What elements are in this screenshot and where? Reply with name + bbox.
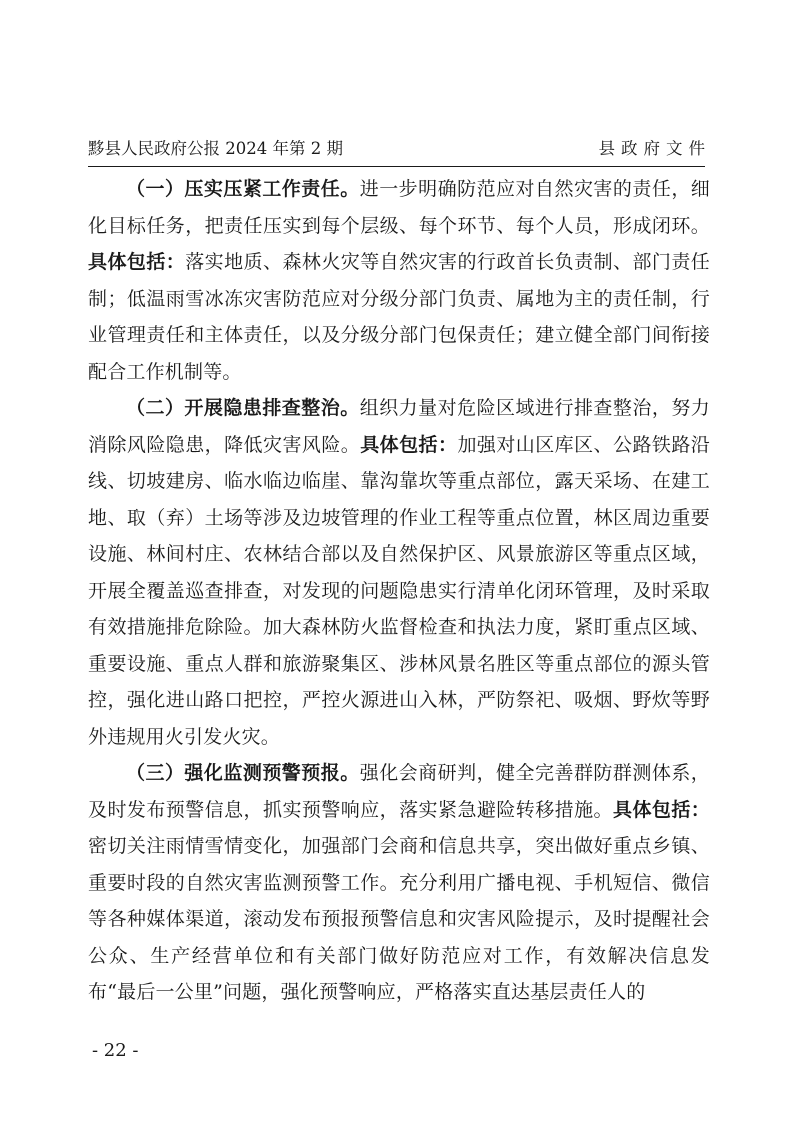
paragraph-text: 强化会商研判，健全完善群防群测体系，及时发布预警信息，抓实预警响应，落实紧急避险转移措施。 [88, 762, 711, 821]
paragraph-text: 进一步明确防范应对自然灾害的责任，细化目标任务，把责任压实到每个层级、每个环节、每个人员，形成闭环。 [88, 178, 711, 237]
paragraph-heading: （一）压实压紧工作责任。 [126, 178, 360, 200]
publication-title: 黟县人民政府公报 2024 年第 2 期 [88, 139, 343, 158]
page-number: - 22 - [92, 1040, 139, 1061]
section-title: 县政府文件 [598, 139, 711, 158]
paragraph-3 [88, 755, 710, 1011]
document-body [88, 171, 710, 1011]
paragraph-label: 具体包括： [360, 433, 458, 456]
paragraph-text: 加强对山区库区、公路铁路沿线、切坡建房、临水临边临崖、靠沟靠坎等重点部位，露天采场、在建工地、取（弃）土场等涉及边坡管理的作业工程等重点位置，林区周边重要设施、林间村庄、农林结合部以及自然保护区、风景旅游区等重点区域，开展全覆盖巡查排查，对发现的问题隐患实行清单化闭环管理，及时采取有效措施排危除险。加大森林防火监督检查和执法力度，紧盯重点区域、重要设施、重点人群和旅游聚集区、涉林风景名胜区等重点部位的源头管控，强化进山路口把控，严控火源进山入林，严防祭祀、吸烟、野炊等野外违规用火引发火灾。 [88, 433, 710, 748]
paragraph-text: 密切关注雨情雪情变化，加强部门会商和信息共享，突出做好重点乡镇、重要时段的自然灾害监测预警工作。充分利用广播电视、手机短信、微信等各种媒体渠道，滚动发布预报预警信息和灾害风险提示，及时提醒社会公众、生产经营单位和有关部门做好防范应对工作，有效解决信息发布“最后一公里”问题，强化预警响应，严格落实直达基层责任人的 [88, 835, 710, 1003]
paragraph-label: 具体包括： [613, 798, 710, 821]
page-header [88, 138, 711, 164]
paragraph-label: 具体包括： [88, 251, 186, 273]
paragraph-heading: （三）强化监测预警预报。 [126, 762, 360, 784]
paragraph-1 [88, 171, 710, 390]
paragraph-text: 落实地质、森林火灾等自然灾害的行政首长负责制、部门责任制；低温雨雪冰冻灾害防范应对分级分部门负责、属地为主的责任制，行业管理责任和主体责任，以及分级分部门包保责任；建立健全部门间衔接配合工作机制等。 [88, 251, 710, 383]
paragraph-2 [88, 390, 710, 755]
paragraph-text: 组织力量对危险区域进行排查整治，努力消除风险隐患，降低灾害风险。 [88, 397, 711, 456]
paragraph-heading: （二）开展隐患排查整治。 [126, 397, 360, 419]
header-divider [88, 166, 705, 167]
